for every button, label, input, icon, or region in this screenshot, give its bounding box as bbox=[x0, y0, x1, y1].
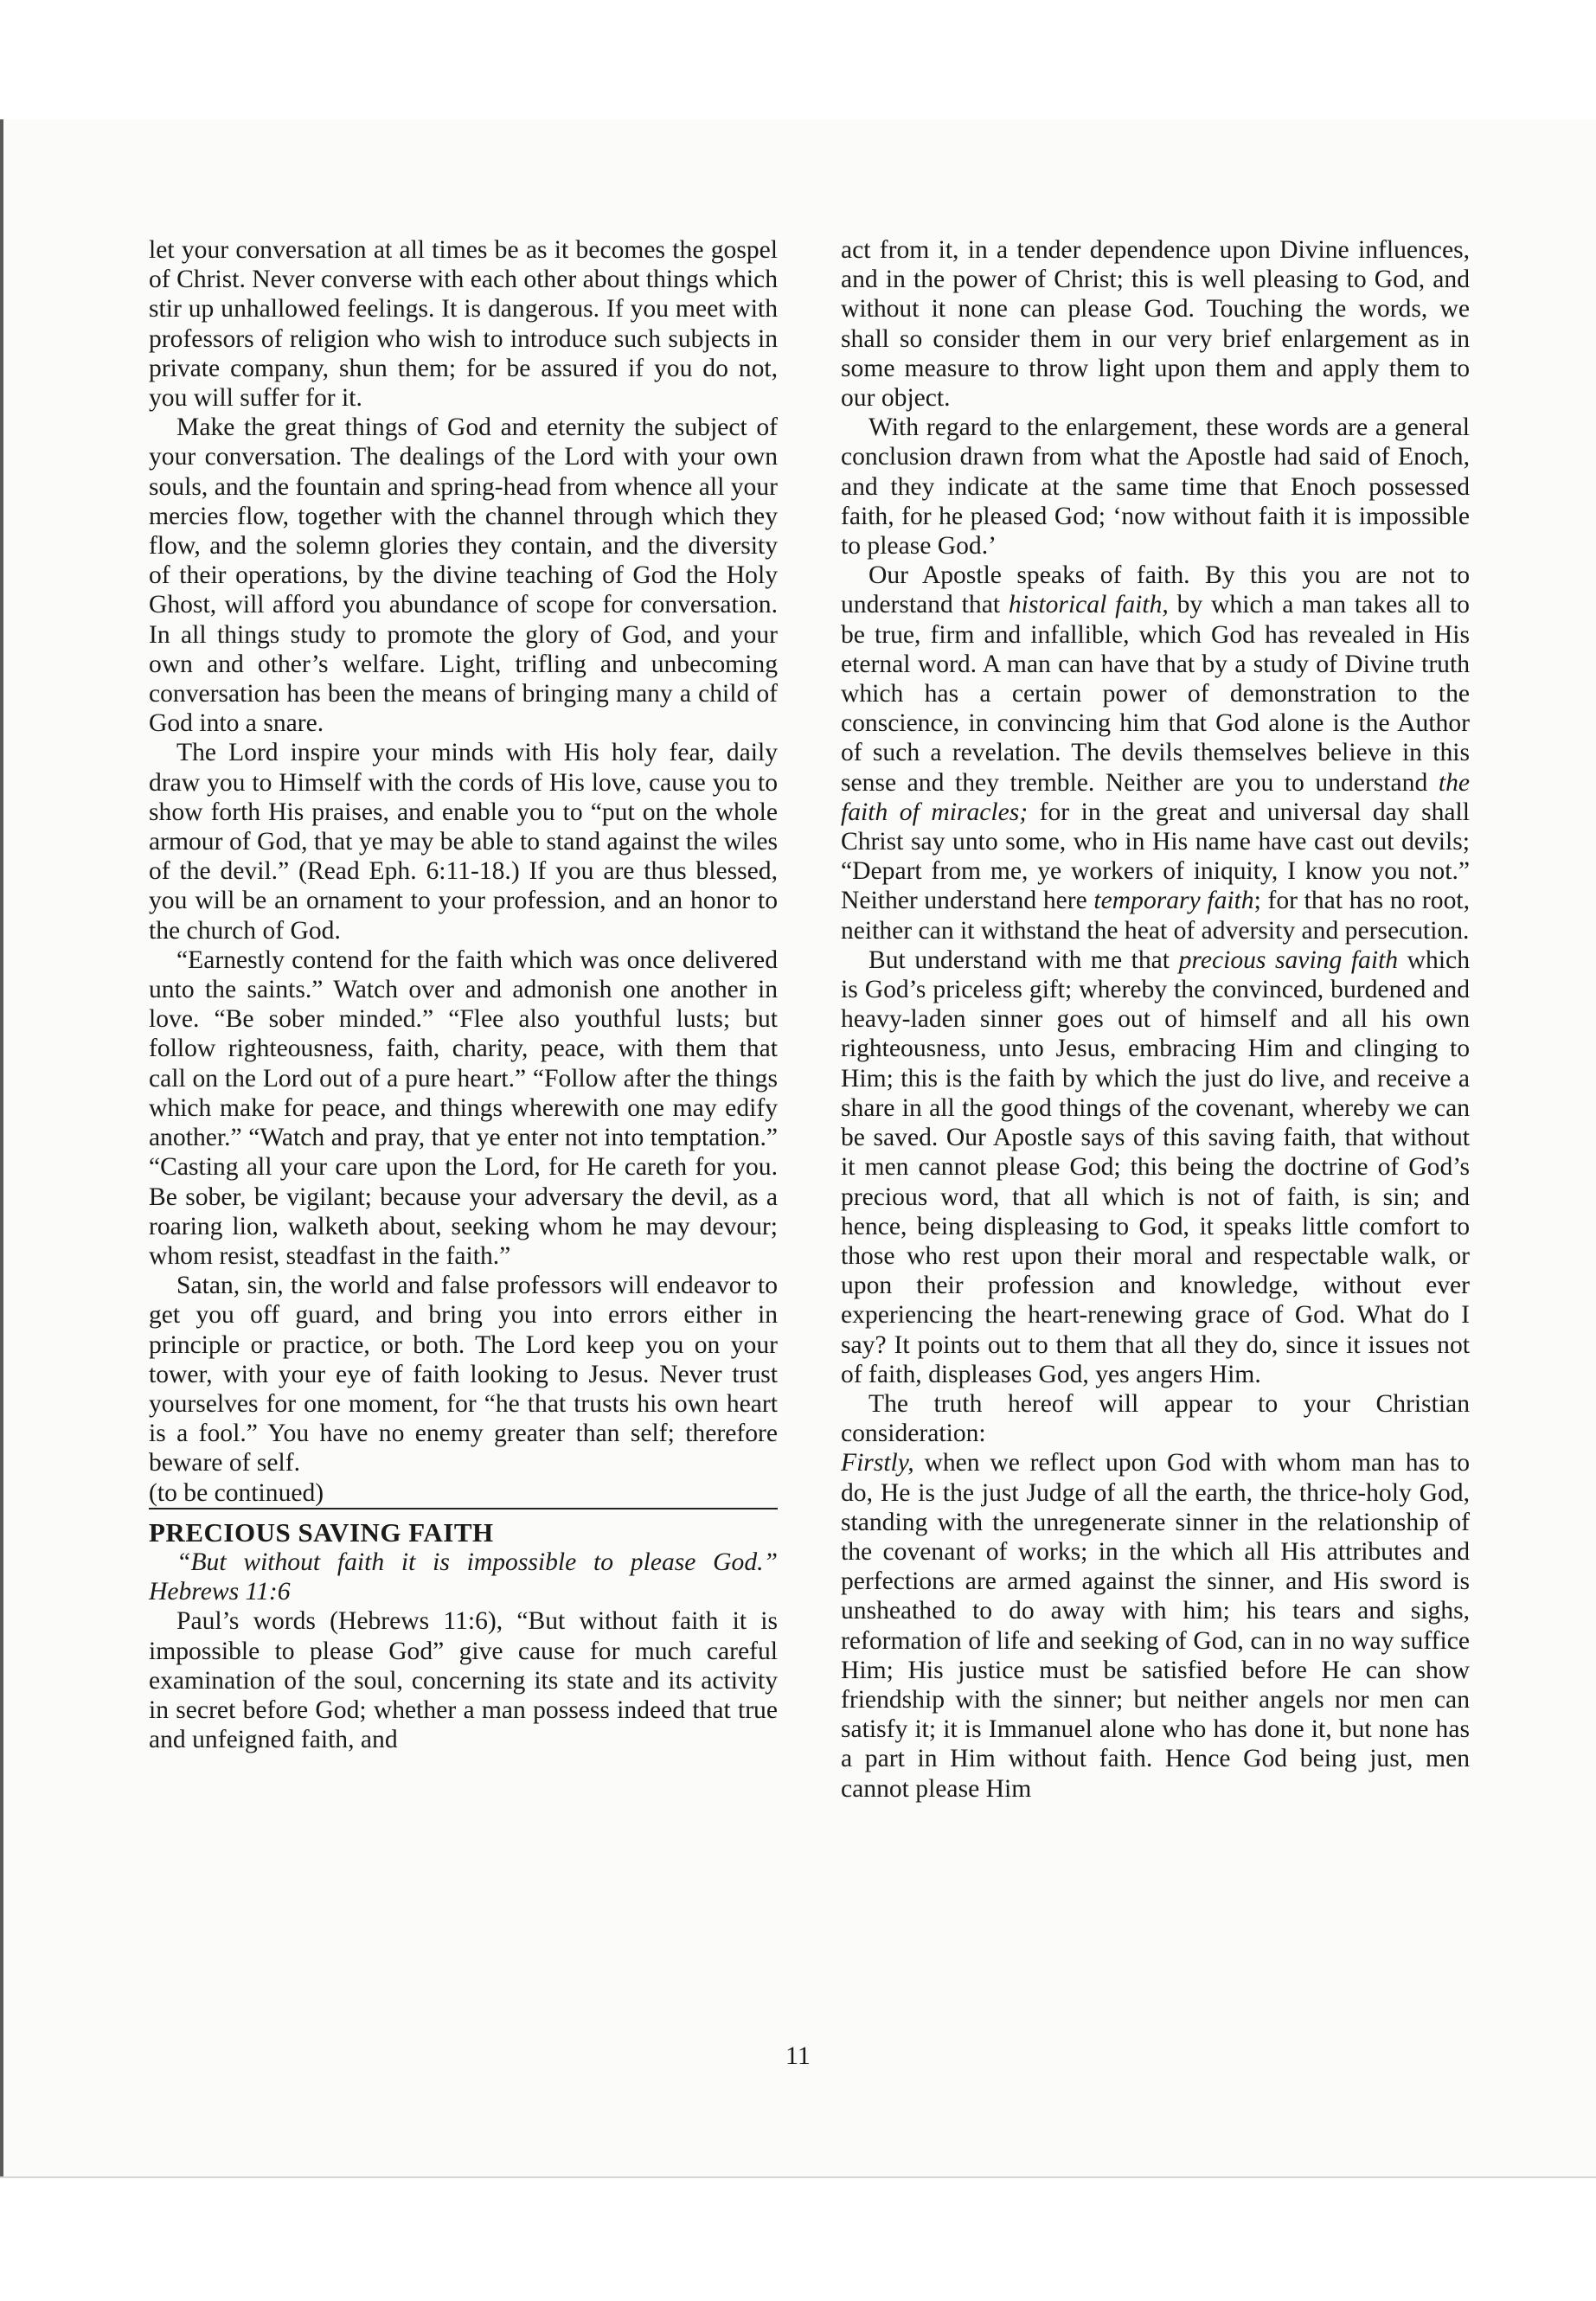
left-paragraph-3: The Lord inspire your minds with His holy fear, daily draw you to Himself with the cords of His love, cause you to show forth His praises, and enable you to “put on the whole armour of God, that ye may be able to stand against the wiles of the devil.” (Read Eph. 6:11-18.) If you are thus blessed, you will be an ornament to your profession, and an honor to the church of God. bbox=[149, 739, 778, 945]
right-paragraph-4 bbox=[841, 945, 1470, 1389]
scan-edge-left bbox=[0, 119, 3, 2178]
p3-text-b: by which a man takes all to be true, firm and infallible, which God has revealed in His eternal word. A man can have that by a study of Divine truth which has a certain power of demonstration to the conscience, in convincing him that God alone is the Author of such a revelation. The devils themselves believe in this sense and they tremble. Neither are you to understand bbox=[841, 591, 1470, 797]
p4-text-a: But understand with me that bbox=[869, 945, 1179, 974]
left-paragraph-6: Paul’s words (Hebrews 11:6), “But without faith it is impossible to please God” give cause for much careful examination of the soul, concerning its state and its activity in secret before God; whether a man possess indeed that true and unfeigned faith, and bbox=[149, 1607, 778, 1754]
left-paragraph-1: let your conversation at all times be as it becomes the gospel of Christ. Never converse with each other about things which stir up unhallowed feelings. It is dangerous. If you meet with professors of religion who wish to introduce such subjects in private company, shun them; for be assured if you do not, you will suffer for it. bbox=[149, 236, 778, 413]
section-divider bbox=[149, 1508, 778, 1509]
left-paragraph-4: “Earnestly contend for the faith which was once delivered unto the saints.” Watch over and admonish one another in love. “Be sober minded.” “Flee also youthful lusts; but follow righteousness, faith, charity, peace, with them that call on the Lord out of a pure heart.” “Follow after the things which make for peace, and things wherewith one may edify another.” “Watch and pray, that ye enter not into temptation.” “Casting all your care upon the Lord, for He careth for you. Be sober, be vigilant; because your adversary the devil, as a roaring lion, walketh about, seeking whom he may devour; whom resist, steadfast in the faith.” bbox=[149, 945, 778, 1270]
left-column bbox=[149, 235, 778, 1754]
right-paragraph-6 bbox=[841, 1448, 1470, 1803]
to-be-continued: (to be continued) bbox=[149, 1478, 324, 1507]
p4-italic-precious-saving-faith: precious saving faith bbox=[1178, 945, 1399, 974]
p6-text: when we reflect upon God with whom man has to do, He is the just Judge of all the earth, the thrice-holy God, standing with the unregenerate sinner in the relationship of the covenant of works; in the which all His attributes and perfections are armed against the sinner, and His sword is unsheathed to do away with him; his tears and sighs, reformation of life and seeking of God, can in no way suffice Him; His justice must be satisfied before He can show friendship with the sinner; but neither angels nor men can satisfy it; it is Immanuel alone who has done it, but none has a part in Him without faith. Hence God being just, men cannot please Him bbox=[841, 1449, 1470, 1803]
scan-edge-bottom bbox=[0, 2176, 1596, 2178]
right-paragraph-3 bbox=[841, 561, 1470, 945]
right-paragraph-5: The truth hereof will appear to your Christian consideration: bbox=[841, 1389, 1470, 1448]
p3-italic-historical-faith: historical faith, bbox=[1008, 591, 1169, 619]
left-paragraph-2: Make the great things of God and eternity the subject of your conversation. The dealings of the Lord with your own souls, and the fountain and spring-head from whence all your mercies flow, together with the channel through which they flow, and the solemn glories they contain, and the diversity of their operations, by the divine teaching of God the Holy Ghost, will afford you abundance of scope for conversation. In all things study to promote the glory of God, and your own and other’s welfare. Light, trifling and unbecoming conversation has been the means of bringing many a child of God into a snare. bbox=[149, 413, 778, 738]
left-paragraph-5: Satan, sin, the world and false professors will endeavor to get you off guard, and bring you into errors either in principle or practice, or both. The Lord keep you on your tower, with your eye of faith looking to Jesus. Never trust yourselves for one moment, for “he that trusts his own heart is a fool.” You have no enemy greater than self; therefore beware of self. bbox=[149, 1272, 778, 1477]
page-number: 11 bbox=[785, 2041, 811, 2070]
p3-italic-faith-of-miracles: the faith of miracles; bbox=[841, 768, 1470, 826]
p6-italic-firstly: Firstly, bbox=[841, 1449, 914, 1477]
p3-text-a: Our Apostle speaks of faith. By this you are not to understand that bbox=[841, 561, 1470, 619]
right-paragraph-1: act from it, in a tender dependence upon Divine influences, and in the power of Christ; this is well pleasing to God, and without it none can please God. Touching the words, we shall so consider them in our very brief enlargement as in some measure to throw light upon them and apply them to our object. bbox=[841, 236, 1470, 413]
p3-italic-temporary-faith: temporary faith bbox=[1093, 887, 1254, 915]
p3-text-d: ; for that has no root, neither can it withstand the heat of adversity and persecution. bbox=[841, 887, 1470, 945]
p4-text-b: which is God’s priceless gift; whereby the convinced, burdened and heavy-laden sinner goes out of himself and all his own righteousness, unto Jesus, embracing Him and clinging to Him; this is the faith by which the just do live, and receive a share in all the good things of the covenant, whereby we can be saved. Our Apostle says of this saving faith, that without it men cannot please God; this being the doctrine of God’s precious word, that all which is not of faith, is sin; and hence, being displeasing to God, it speaks little comfort to those who rest upon their moral and respectable walk, or upon their profession and knowledge, without ever experiencing the heart-renewing grace of God. What do I say? It points out to them that all they do, since it issues not of faith, displeases God, yes angers Him. bbox=[841, 945, 1470, 1388]
p3-text-c: for in the great and universal day shall Christ say unto some, who in His name have cast out devils; “Depart from me, ye workers of iniquity, I know you not.” Neither understand here bbox=[841, 798, 1470, 915]
article-title: PRECIOUS SAVING FAITH bbox=[149, 1516, 494, 1548]
right-column bbox=[841, 235, 1470, 1804]
right-paragraph-2: With regard to the enlargement, these words are a general conclusion drawn from what the Apostle had said of Enoch, and they indicate at the same time that Enoch possessed faith, for he pleased God; ‘now without faith it is impossible to please God.’ bbox=[841, 413, 1470, 561]
epigraph: “But without faith it is impossible to please God.” Hebrews 11:6 bbox=[149, 1548, 778, 1606]
